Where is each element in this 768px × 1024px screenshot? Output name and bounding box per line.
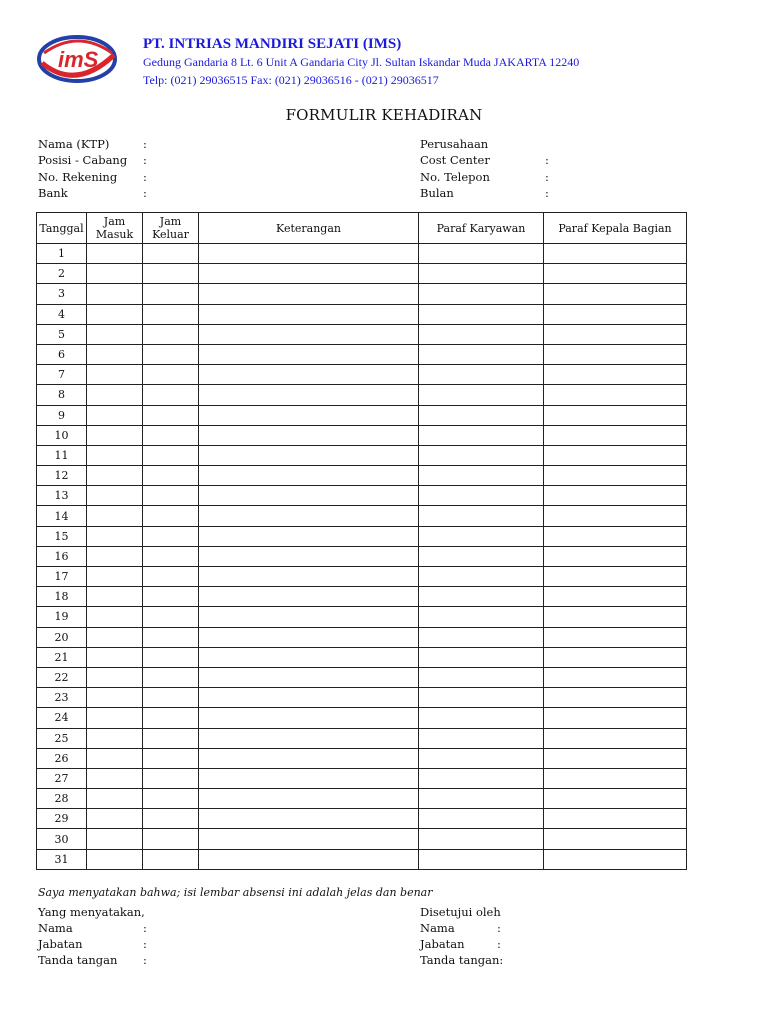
info-label: Cost Center: [420, 153, 490, 168]
keterangan-cell[interactable]: [199, 607, 419, 627]
jam-keluar-cell[interactable]: [143, 425, 199, 445]
jam-masuk-cell[interactable]: [87, 768, 143, 788]
jam-keluar-cell[interactable]: [143, 768, 199, 788]
header-tanggal: Tanggal: [37, 213, 87, 244]
paraf-karyawan-cell[interactable]: [419, 304, 544, 324]
paraf-kepala-bagian-cell[interactable]: [544, 708, 687, 728]
day-number: 29: [37, 809, 87, 829]
jam-keluar-cell[interactable]: [143, 647, 199, 667]
table-row: [37, 789, 687, 809]
jam-masuk-cell[interactable]: [87, 627, 143, 647]
jam-masuk-cell[interactable]: [87, 587, 143, 607]
jam-masuk-cell[interactable]: [87, 506, 143, 526]
jam-keluar-cell[interactable]: [143, 304, 199, 324]
info-row-posisi: [38, 152, 398, 168]
paraf-kepala-bagian-cell[interactable]: [544, 425, 687, 445]
keterangan-cell[interactable]: [199, 688, 419, 708]
jam-keluar-cell[interactable]: [143, 748, 199, 768]
day-number: 20: [37, 627, 87, 647]
jam-masuk-cell[interactable]: [87, 344, 143, 364]
day-number: 15: [37, 526, 87, 546]
jam-masuk-cell[interactable]: [87, 526, 143, 546]
table-row: [37, 546, 687, 566]
header-paraf-karyawan: Paraf Karyawan: [419, 213, 544, 244]
paraf-karyawan-cell[interactable]: [419, 587, 544, 607]
table-row: [37, 506, 687, 526]
paraf-karyawan-cell[interactable]: [419, 748, 544, 768]
table-row: [37, 304, 687, 324]
day-number: 2: [37, 264, 87, 284]
jam-masuk-cell[interactable]: [87, 748, 143, 768]
paraf-karyawan-cell[interactable]: [419, 486, 544, 506]
jam-keluar-cell[interactable]: [143, 708, 199, 728]
keterangan-cell[interactable]: [199, 425, 419, 445]
keterangan-cell[interactable]: [199, 627, 419, 647]
jam-masuk-cell[interactable]: [87, 728, 143, 748]
sign-label: Nama: [38, 921, 73, 935]
jam-keluar-cell[interactable]: [143, 324, 199, 344]
paraf-karyawan-cell[interactable]: [419, 385, 544, 405]
sign-row: [38, 920, 338, 936]
table-row: [37, 385, 687, 405]
table-row: [37, 728, 687, 748]
info-left: [38, 136, 398, 201]
day-number: 24: [37, 708, 87, 728]
keterangan-cell[interactable]: [199, 324, 419, 344]
keterangan-cell[interactable]: [199, 829, 419, 849]
paraf-karyawan-cell[interactable]: [419, 425, 544, 445]
sign-row: [38, 936, 338, 952]
paraf-karyawan-cell[interactable]: [419, 667, 544, 687]
table-row: [37, 849, 687, 869]
day-number: 3: [37, 284, 87, 304]
jam-keluar-cell[interactable]: [143, 829, 199, 849]
jam-masuk-cell[interactable]: [87, 809, 143, 829]
keterangan-cell[interactable]: [199, 708, 419, 728]
paraf-kepala-bagian-cell[interactable]: [544, 264, 687, 284]
paraf-karyawan-cell[interactable]: [419, 405, 544, 425]
paraf-karyawan-cell[interactable]: [419, 688, 544, 708]
day-number: 23: [37, 688, 87, 708]
keterangan-cell[interactable]: [199, 849, 419, 869]
paraf-kepala-bagian-cell[interactable]: [544, 526, 687, 546]
paraf-karyawan-cell[interactable]: [419, 728, 544, 748]
keterangan-cell[interactable]: [199, 647, 419, 667]
sign-label: Yang menyatakan,: [38, 905, 145, 919]
info-row-perusahaan: [420, 136, 720, 152]
sign-colon: :: [143, 921, 147, 935]
sign-row: [420, 904, 720, 920]
paraf-karyawan-cell[interactable]: [419, 264, 544, 284]
jam-masuk-cell[interactable]: [87, 667, 143, 687]
jam-keluar-cell[interactable]: [143, 587, 199, 607]
company-phone: Telp: (021) 29036515 Fax: (021) 29036516 - (021) 29036517: [143, 73, 439, 87]
company-address: Gedung Gandaria 8 Lt. 6 Unit A Gandaria City Jl. Sultan Iskandar Muda JAKARTA 12240: [143, 55, 580, 69]
table-row: [37, 526, 687, 546]
day-number: 11: [37, 445, 87, 465]
table-row: [37, 567, 687, 587]
table-row: [37, 627, 687, 647]
table-row: [37, 647, 687, 667]
jam-masuk-cell[interactable]: [87, 445, 143, 465]
table-row: [37, 244, 687, 264]
paraf-kepala-bagian-cell[interactable]: [544, 466, 687, 486]
table-row: [37, 405, 687, 425]
sign-row: [420, 920, 720, 936]
keterangan-cell[interactable]: [199, 405, 419, 425]
table-row: [37, 748, 687, 768]
table-row: [37, 445, 687, 465]
paraf-karyawan-cell[interactable]: [419, 567, 544, 587]
paraf-kepala-bagian-cell[interactable]: [544, 324, 687, 344]
day-number: 21: [37, 647, 87, 667]
jam-keluar-cell[interactable]: [143, 405, 199, 425]
statement-text: Saya menyatakan bahwa; isi lembar absensi ini adalah jelas dan benar: [38, 886, 433, 899]
info-label: Posisi - Cabang: [38, 153, 128, 168]
keterangan-cell[interactable]: [199, 344, 419, 364]
info-colon: :: [545, 153, 549, 168]
table-row: [37, 284, 687, 304]
paraf-karyawan-cell[interactable]: [419, 445, 544, 465]
sign-label: Tanda tangan:: [420, 953, 504, 967]
paraf-karyawan-cell[interactable]: [419, 809, 544, 829]
jam-masuk-cell[interactable]: [87, 466, 143, 486]
keterangan-cell[interactable]: [199, 546, 419, 566]
keterangan-cell[interactable]: [199, 244, 419, 264]
table-row: [37, 768, 687, 788]
info-label: No. Rekening: [38, 169, 118, 184]
paraf-karyawan-cell[interactable]: [419, 607, 544, 627]
day-number: 6: [37, 344, 87, 364]
day-number: 17: [37, 567, 87, 587]
jam-masuk-cell[interactable]: [87, 607, 143, 627]
jam-keluar-cell[interactable]: [143, 486, 199, 506]
info-row-rekening: [38, 169, 398, 185]
jam-masuk-cell[interactable]: [87, 365, 143, 385]
table-row: [37, 667, 687, 687]
jam-keluar-cell[interactable]: [143, 789, 199, 809]
sign-row: [420, 952, 720, 968]
paraf-karyawan-cell[interactable]: [419, 829, 544, 849]
jam-masuk-cell[interactable]: [87, 546, 143, 566]
header-jam-keluar: Jam Keluar: [143, 213, 199, 244]
jam-keluar-cell[interactable]: [143, 264, 199, 284]
jam-masuk-cell[interactable]: [87, 385, 143, 405]
jam-masuk-cell[interactable]: [87, 284, 143, 304]
paraf-kepala-bagian-cell[interactable]: [544, 284, 687, 304]
paraf-karyawan-cell[interactable]: [419, 768, 544, 788]
jam-keluar-cell[interactable]: [143, 344, 199, 364]
company-name: PT. INTRIAS MANDIRI SEJATI (IMS): [143, 36, 402, 52]
paraf-kepala-bagian-cell[interactable]: [544, 344, 687, 364]
day-number: 19: [37, 607, 87, 627]
sign-colon: :: [497, 937, 501, 951]
jam-keluar-cell[interactable]: [143, 284, 199, 304]
paraf-karyawan-cell[interactable]: [419, 708, 544, 728]
signature-left: [38, 904, 338, 968]
info-colon: :: [143, 169, 147, 184]
info-colon: :: [143, 185, 147, 200]
info-colon: :: [143, 137, 147, 151]
table-row: [37, 829, 687, 849]
svg-text:imS: imS: [58, 47, 99, 72]
jam-keluar-cell[interactable]: [143, 728, 199, 748]
sign-label: Disetujui oleh: [420, 905, 501, 919]
paraf-karyawan-cell[interactable]: [419, 546, 544, 566]
paraf-kepala-bagian-cell[interactable]: [544, 445, 687, 465]
table-row: [37, 344, 687, 364]
paraf-kepala-bagian-cell[interactable]: [544, 607, 687, 627]
table-row: [37, 365, 687, 385]
day-number: 9: [37, 405, 87, 425]
day-number: 14: [37, 506, 87, 526]
table-row: [37, 688, 687, 708]
ims-logo-icon: [36, 33, 118, 85]
keterangan-cell[interactable]: [199, 789, 419, 809]
jam-keluar-cell[interactable]: [143, 567, 199, 587]
paraf-karyawan-cell[interactable]: [419, 526, 544, 546]
info-row-telepon: [420, 169, 720, 185]
paraf-karyawan-cell[interactable]: [419, 506, 544, 526]
day-number: 13: [37, 486, 87, 506]
info-row-bank: [38, 185, 398, 201]
sign-colon: :: [497, 921, 501, 935]
paraf-karyawan-cell[interactable]: [419, 284, 544, 304]
paraf-kepala-bagian-cell[interactable]: [544, 304, 687, 324]
info-right: [420, 136, 720, 201]
info-label: Bank: [38, 185, 68, 200]
day-number: 7: [37, 365, 87, 385]
info-row-cost-center: [420, 152, 720, 168]
day-number: 16: [37, 546, 87, 566]
paraf-karyawan-cell[interactable]: [419, 849, 544, 869]
day-number: 1: [37, 244, 87, 264]
jam-masuk-cell[interactable]: [87, 829, 143, 849]
jam-keluar-cell[interactable]: [143, 365, 199, 385]
paraf-karyawan-cell[interactable]: [419, 466, 544, 486]
keterangan-cell[interactable]: [199, 748, 419, 768]
info-row-nama: [38, 136, 398, 152]
jam-keluar-cell[interactable]: [143, 688, 199, 708]
day-number: 30: [37, 829, 87, 849]
jam-keluar-cell[interactable]: [143, 627, 199, 647]
keterangan-cell[interactable]: [199, 587, 419, 607]
paraf-karyawan-cell[interactable]: [419, 324, 544, 344]
company-header: [143, 35, 579, 89]
jam-masuk-cell[interactable]: [87, 405, 143, 425]
paraf-karyawan-cell[interactable]: [419, 344, 544, 364]
paraf-karyawan-cell[interactable]: [419, 244, 544, 264]
jam-keluar-cell[interactable]: [143, 667, 199, 687]
jam-keluar-cell[interactable]: [143, 809, 199, 829]
header-paraf-kepala-bagian: Paraf Kepala Bagian: [544, 213, 687, 244]
paraf-kepala-bagian-cell[interactable]: [544, 627, 687, 647]
jam-masuk-cell[interactable]: [87, 647, 143, 667]
table-row: [37, 708, 687, 728]
paraf-kepala-bagian-cell[interactable]: [544, 647, 687, 667]
keterangan-cell[interactable]: [199, 284, 419, 304]
table-row: [37, 264, 687, 284]
jam-masuk-cell[interactable]: [87, 849, 143, 869]
jam-masuk-cell[interactable]: [87, 486, 143, 506]
info-label: Perusahaan: [420, 137, 489, 151]
day-number: 12: [37, 466, 87, 486]
sign-colon: :: [143, 937, 147, 951]
jam-keluar-cell[interactable]: [143, 244, 199, 264]
keterangan-cell[interactable]: [199, 506, 419, 526]
paraf-karyawan-cell[interactable]: [419, 647, 544, 667]
paraf-kepala-bagian-cell[interactable]: [544, 546, 687, 566]
paraf-kepala-bagian-cell[interactable]: [544, 506, 687, 526]
sign-label: Nama: [420, 921, 455, 935]
sign-label: Jabatan: [38, 937, 83, 951]
day-number: 4: [37, 304, 87, 324]
jam-masuk-cell[interactable]: [87, 789, 143, 809]
jam-masuk-cell[interactable]: [87, 324, 143, 344]
day-number: 31: [37, 849, 87, 869]
paraf-kepala-bagian-cell[interactable]: [544, 365, 687, 385]
paraf-kepala-bagian-cell[interactable]: [544, 748, 687, 768]
jam-keluar-cell[interactable]: [143, 506, 199, 526]
paraf-kepala-bagian-cell[interactable]: [544, 587, 687, 607]
paraf-kepala-bagian-cell[interactable]: [544, 768, 687, 788]
info-row-bulan: [420, 185, 720, 201]
keterangan-cell[interactable]: [199, 264, 419, 284]
jam-keluar-cell[interactable]: [143, 466, 199, 486]
jam-masuk-cell[interactable]: [87, 567, 143, 587]
paraf-kepala-bagian-cell[interactable]: [544, 567, 687, 587]
sign-label: Tanda tangan: [38, 953, 118, 967]
jam-masuk-cell[interactable]: [87, 425, 143, 445]
sign-row: [38, 904, 338, 920]
sign-row: [420, 936, 720, 952]
jam-keluar-cell[interactable]: [143, 607, 199, 627]
info-label: No. Telepon: [420, 169, 490, 184]
jam-keluar-cell[interactable]: [143, 526, 199, 546]
day-number: 18: [37, 587, 87, 607]
paraf-karyawan-cell[interactable]: [419, 365, 544, 385]
sign-colon: :: [143, 953, 147, 967]
keterangan-cell[interactable]: [199, 486, 419, 506]
table-row: [37, 486, 687, 506]
table-row: [37, 466, 687, 486]
table-row: [37, 809, 687, 829]
info-colon: :: [545, 169, 549, 184]
jam-masuk-cell[interactable]: [87, 708, 143, 728]
table-row: [37, 587, 687, 607]
table-row: [37, 425, 687, 445]
paraf-karyawan-cell[interactable]: [419, 627, 544, 647]
jam-masuk-cell[interactable]: [87, 264, 143, 284]
jam-keluar-cell[interactable]: [143, 445, 199, 465]
jam-masuk-cell[interactable]: [87, 244, 143, 264]
keterangan-cell[interactable]: [199, 768, 419, 788]
form-title: FORMULIR KEHADIRAN: [285, 106, 483, 124]
keterangan-cell[interactable]: [199, 567, 419, 587]
info-colon: :: [545, 185, 549, 200]
keterangan-cell[interactable]: [199, 809, 419, 829]
keterangan-cell[interactable]: [199, 526, 419, 546]
info-label: Nama (KTP): [38, 137, 110, 151]
keterangan-cell[interactable]: [199, 445, 419, 465]
day-number: 5: [37, 324, 87, 344]
paraf-kepala-bagian-cell[interactable]: [544, 829, 687, 849]
keterangan-cell[interactable]: [199, 728, 419, 748]
keterangan-cell[interactable]: [199, 304, 419, 324]
keterangan-cell[interactable]: [199, 365, 419, 385]
jam-keluar-cell[interactable]: [143, 385, 199, 405]
paraf-kepala-bagian-cell[interactable]: [544, 405, 687, 425]
header-jam-masuk: Jam Masuk: [87, 213, 143, 244]
day-number: 28: [37, 789, 87, 809]
table-row: [37, 607, 687, 627]
company-logo: [36, 33, 118, 85]
info-colon: :: [143, 153, 147, 168]
info-label: Bulan: [420, 185, 454, 200]
table-row: [37, 324, 687, 344]
attendance-table-body: [37, 244, 687, 870]
jam-masuk-cell[interactable]: [87, 304, 143, 324]
paraf-kepala-bagian-cell[interactable]: [544, 385, 687, 405]
paraf-kepala-bagian-cell[interactable]: [544, 849, 687, 869]
day-number: 22: [37, 667, 87, 687]
header-keterangan: Keterangan: [199, 213, 419, 244]
paraf-karyawan-cell[interactable]: [419, 789, 544, 809]
sign-row: [38, 952, 338, 968]
jam-masuk-cell[interactable]: [87, 688, 143, 708]
paraf-kepala-bagian-cell[interactable]: [544, 244, 687, 264]
day-number: 27: [37, 768, 87, 788]
day-number: 10: [37, 425, 87, 445]
day-number: 25: [37, 728, 87, 748]
keterangan-cell[interactable]: [199, 466, 419, 486]
jam-keluar-cell[interactable]: [143, 546, 199, 566]
paraf-kepala-bagian-cell[interactable]: [544, 688, 687, 708]
paraf-kepala-bagian-cell[interactable]: [544, 809, 687, 829]
paraf-kepala-bagian-cell[interactable]: [544, 486, 687, 506]
attendance-table: [36, 212, 687, 870]
signature-right: [420, 904, 720, 968]
paraf-kepala-bagian-cell[interactable]: [544, 667, 687, 687]
day-number: 26: [37, 748, 87, 768]
sign-label: Jabatan: [420, 937, 465, 951]
paraf-kepala-bagian-cell[interactable]: [544, 728, 687, 748]
table-header-row: [37, 213, 687, 244]
paraf-kepala-bagian-cell[interactable]: [544, 789, 687, 809]
day-number: 8: [37, 385, 87, 405]
keterangan-cell[interactable]: [199, 667, 419, 687]
keterangan-cell[interactable]: [199, 385, 419, 405]
jam-keluar-cell[interactable]: [143, 849, 199, 869]
